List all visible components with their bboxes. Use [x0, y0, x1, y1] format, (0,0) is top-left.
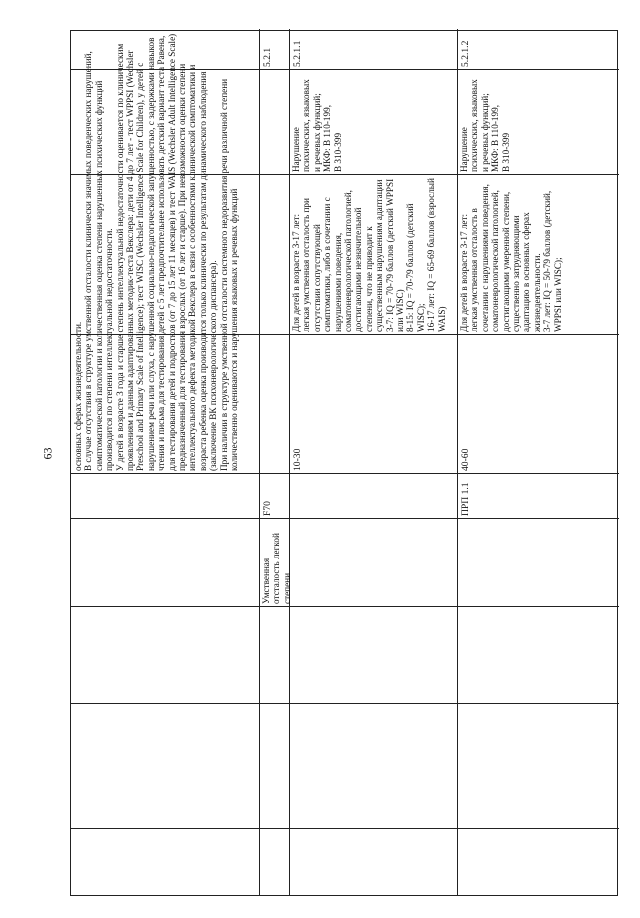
row-id: 5.2.1.2	[460, 40, 471, 67]
col-divider	[71, 703, 619, 704]
row-code: F70	[262, 501, 273, 516]
row-description: Нарушение психических, языковых и речевых функций; МКФ: B 110-199, B 310-399	[459, 79, 511, 172]
row-criteria: Для детей в возрасте 3-17 лет: легкая умственная отсталость в сочетании с нарушениями поведения, соматоневрологической патологией, достигающими умеренной степени, существенно затрудняющими адаптацию в основных сферах жизнедеятельности. 3-7 лет: IQ = 50-79 баллов (детский, WPPSI или WISC);	[459, 184, 563, 332]
row-title: Умственная отсталость легкой степени	[261, 530, 292, 604]
row-description: Нарушение психических, языковых и речевых функций; МКФ: B 110-199, B 310-399	[291, 79, 343, 172]
col-divider	[71, 606, 619, 607]
row-divider	[259, 29, 260, 895]
row-percent: 40-60	[460, 448, 471, 471]
col-divider	[71, 828, 619, 829]
row-criteria: Для детей в возрасте 3-17 лет: легкая умственная отсталость при отсутствии сопутствующей симптоматики, либо в сочетании с нарушениями поведения, соматоневрологической патологией, достигающими незначительной степени, что не приводит к существенным нарушениям адаптации 3-7: IQ = 70-79 баллов (детский WPPSI или WISC) 8-15: IQ = 70-79 баллов (детский WISC); 16-17 лет: IQ = 65-69 баллов (взрослый WAIS)	[291, 178, 447, 332]
document-table	[70, 30, 618, 896]
row-id: 5.2.1.1	[292, 40, 303, 67]
row-percent: 10-30	[292, 448, 303, 471]
criteria-continuation: основных сферах жизнедеятельности. В случае отсутствия в структуре умственной отсталости клинически значимых поведенческих нарушений, симптоматической патологии и количественная оценка степени нарушенных психических функций производится по степени интеллектуальной недостаточности. У детей в возрасте 3 года и старше степень интеллектуальной недостаточности оценивается по клиническим проявлениям и данным адаптированных методик-теста Векслера: дети от 4 до 7 лет - тест WPPSI (Wechsler Preschool and Primary Scale of Intelligence); тест WISC (Wechsler Intelligence Scale for Children), у детей с нарушением речи или слуха, с нарушенной социально-педагогической запущенностью, с задержками навыков чтения и письма для тестирования детей с 5 лет предпочтительнее использовать детский вариант теста Равена, для тестирования детей и подростков (от 7 до 15 лет 11 месяцев) и тест WAIS (Wechsler Adult Intelligence Scale) предназначенный для тестирования взрослых (от 16 лет и старше). При невозможности оценки степени интеллектуального дефекта методикой Векслера в связи с особенностями клинической симптоматики и возраста ребенка оценка производится только клинически по результатам динамического наблюдения (заключение ВК психоневрологического диспансера). При наличии в структуре умственной отсталости системного недоразвития речи различной степени количественно оцениваются и нарушения языковых и речевых функций	[73, 33, 240, 471]
page-number: 63	[40, 447, 55, 460]
row-reference: ПРП 1.1	[460, 482, 471, 516]
row-id: 5.2.1	[262, 47, 273, 67]
